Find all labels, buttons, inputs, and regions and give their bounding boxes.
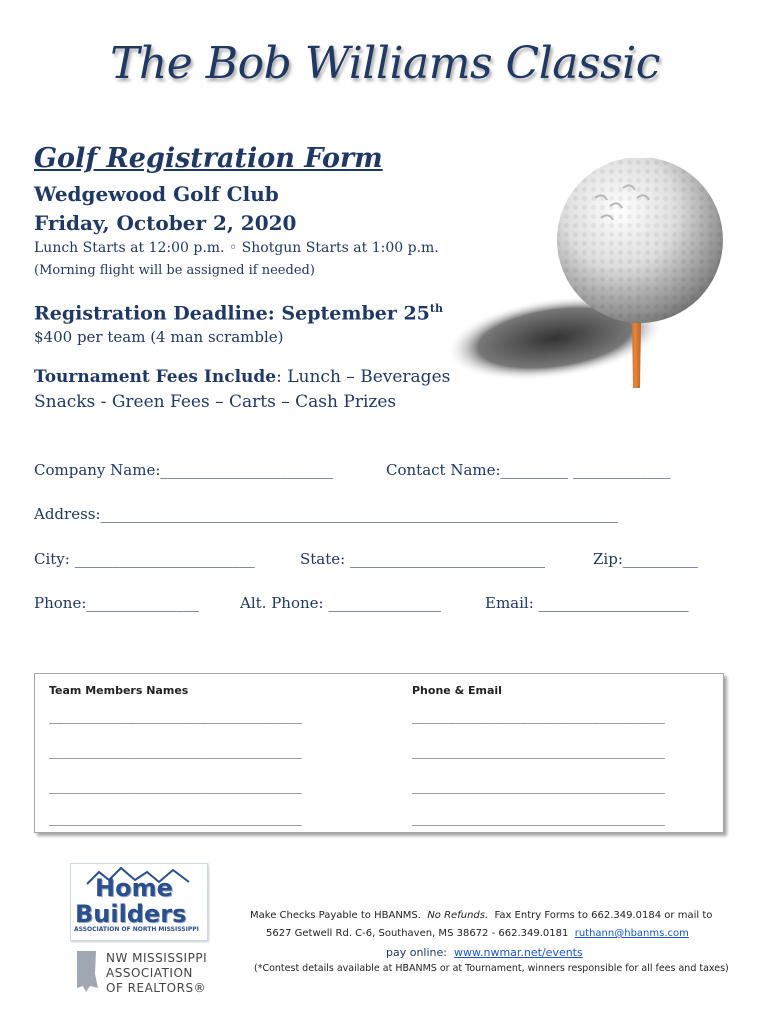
- page-title: The Bob Williams Classic: [110, 38, 660, 89]
- contact-name-field[interactable]: Contact Name:_________ _____________: [386, 461, 671, 479]
- team-member-contact-line[interactable]: ___________________________________: [412, 780, 665, 794]
- email-link[interactable]: ruthann@hbanms.com: [574, 928, 689, 939]
- team-names-header: Team Members Names: [49, 684, 189, 697]
- mailing-address: 5627 Getwell Rd. C-6, Southaven, MS 38672 - 662.349.0181 ruthann@hbanms.com: [266, 928, 689, 939]
- phone-email-header: Phone & Email: [412, 684, 502, 697]
- realtor-logo-line-2: ASSOCIATION: [106, 966, 193, 980]
- pay-online: pay online: www.nwmar.net/events: [386, 946, 583, 959]
- address-field[interactable]: Address:_____________________________________________________________________: [34, 505, 619, 523]
- registration-deadline: Registration Deadline: September 25th: [34, 302, 443, 325]
- team-price: $400 per team (4 man scramble): [34, 328, 284, 346]
- city-field[interactable]: City: ________________________: [34, 550, 255, 568]
- company-name-field[interactable]: Company Name:_______________________: [34, 461, 333, 479]
- team-member-name-line[interactable]: ___________________________________: [49, 710, 302, 724]
- event-times: Lunch Starts at 12:00 p.m. ◦ Shotgun Starts at 1:00 p.m.: [34, 240, 439, 256]
- mississippi-state-icon: [74, 950, 100, 995]
- fees-line-2: Snacks - Green Fees – Carts – Cash Prizes: [34, 392, 397, 412]
- team-member-contact-line[interactable]: ___________________________________: [412, 745, 665, 759]
- contest-note: (*Contest details available at HBANMS or at Tournament, winners responsible for all fees and taxes): [254, 963, 729, 974]
- team-member-contact-line[interactable]: ___________________________________: [412, 710, 665, 724]
- team-member-name-line[interactable]: ___________________________________: [49, 780, 302, 794]
- payment-instructions: Make Checks Payable to HBANMS. No Refunds. Fax Entry Forms to 662.349.0184 or mail to: [250, 910, 713, 921]
- email-field[interactable]: Email: ____________________: [485, 594, 689, 612]
- realtor-logo-line-3: OF REALTORS®: [106, 981, 207, 995]
- alt-phone-field[interactable]: Alt. Phone: _______________: [240, 594, 441, 612]
- form-title: Golf Registration Form: [34, 143, 383, 174]
- team-member-name-line[interactable]: ___________________________________: [49, 812, 302, 826]
- realtor-logo-line-1: NW MISSISSIPPI: [106, 951, 208, 965]
- fees-line-1: Tournament Fees Include: Lunch – Beverages: [34, 367, 451, 387]
- event-date: Friday, October 2, 2020: [34, 211, 297, 235]
- zip-field[interactable]: Zip:__________: [593, 550, 698, 568]
- pay-online-link[interactable]: www.nwmar.net/events: [454, 946, 583, 959]
- flight-note: (Morning flight will be assigned if needed): [34, 263, 315, 278]
- golf-ball-image: [445, 158, 740, 398]
- phone-field[interactable]: Phone:_______________: [34, 594, 199, 612]
- team-members-box: [34, 673, 724, 833]
- team-member-name-line[interactable]: ___________________________________: [49, 745, 302, 759]
- venue-name: Wedgewood Golf Club: [34, 182, 279, 206]
- state-field[interactable]: State: __________________________: [300, 550, 545, 568]
- team-member-contact-line[interactable]: ___________________________________: [412, 812, 665, 826]
- home-builders-logo: Home Builders ASSOCIATION OF NORTH MISSISSIPPI: [70, 863, 208, 941]
